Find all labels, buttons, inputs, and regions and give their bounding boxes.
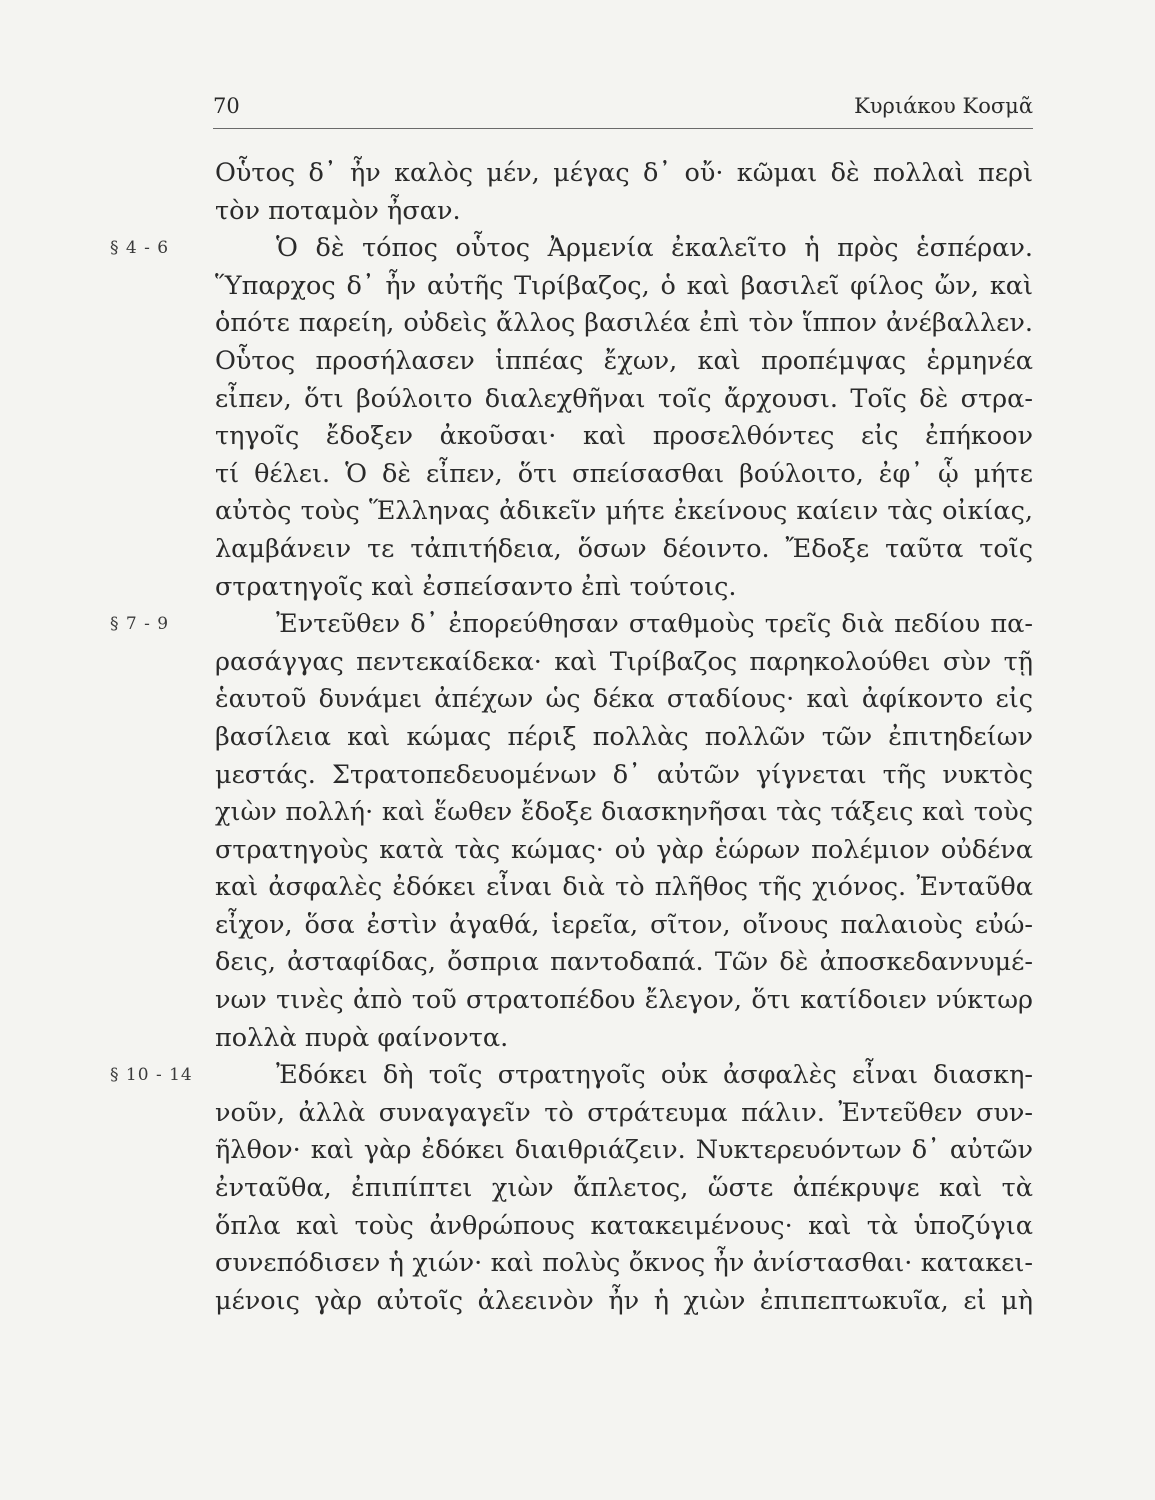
text-line: [0, 1245, 1155, 1283]
text-line: [0, 418, 1155, 456]
text-line: [0, 606, 1155, 644]
line-text: λαμβάνειν τε τἀπιτήδεια, ὅσων δέοιντο. Ἔδοξε ταῦτα τοῖς: [215, 533, 1033, 564]
text-line: [0, 1132, 1155, 1170]
line-text: ὅπλα καὶ τοὺς ἀνθρώπους κατακειμένους· καὶ τὰ ὑποζύγια: [215, 1210, 1033, 1241]
line-text: εἶπεν, ὅτι βούλοιτο διαλεχθῆναι τοῖς ἄρχουσι. Τοῖς δὲ στρα-: [215, 383, 1033, 414]
line-text: Ἐδόκει δὴ τοῖς στρατηγοῖς οὐκ ἀσφαλὲς εἶναι διασκη-: [276, 1060, 1033, 1091]
line-text: ὁπότε παρείη, οὐδεὶς ἄλλος βασιλέα ἐπὶ τὸν ἵππον ἀνέβαλλεν.: [215, 308, 1033, 339]
line-text: ρασάγγας πεντεκαίδεκα· καὶ Τιρίβαζος παρηκολούθει σὺν τῇ: [215, 646, 1033, 677]
section-reference: § 10 - 14: [110, 1065, 193, 1086]
text-line: [0, 832, 1155, 870]
line-text: συνεπόδισεν ἡ χιών· καὶ πολὺς ὄκνος ἦν ἀνίστασθαι· κατακει-: [215, 1248, 1033, 1279]
line-text: πολλὰ πυρὰ φαίνοντα.: [215, 1022, 509, 1053]
text-line: [0, 493, 1155, 531]
text-line: [0, 1057, 1155, 1095]
text-line: [0, 456, 1155, 494]
line-text: Ὕπαρχος δ᾽ ἦν αὐτῆς Τιρίβαζος, ὁ καὶ βασιλεῖ φίλος ὤν, καὶ: [215, 270, 1033, 301]
line-text: νοῦν, ἀλλὰ συναγαγεῖν τὸ στράτευμα πάλιν. Ἐντεῦθεν συν-: [215, 1097, 1033, 1128]
text-line: [0, 644, 1155, 682]
page-header: [213, 88, 1033, 129]
text-line: [0, 305, 1155, 343]
line-text: μένοις γὰρ αὐτοῖς ἀλεεινὸν ἦν ἡ χιὼν ἐπιπεπτωκυῖα, εἰ μὴ: [215, 1285, 1033, 1316]
text-line: [0, 869, 1155, 907]
text-line: [0, 719, 1155, 757]
text-line: [0, 681, 1155, 719]
text-line: [0, 757, 1155, 795]
line-text: μεστάς. Στρατοπεδευομένων δ᾽ αὐτῶν γίγνεται τῆς νυκτὸς: [215, 759, 1033, 790]
text-line: [0, 1208, 1155, 1246]
text-line: [0, 230, 1155, 268]
page-number: 70: [213, 94, 240, 118]
text-line: [0, 569, 1155, 607]
line-text: αὐτὸς τοὺς Ἕλληνας ἀδικεῖν μήτε ἐκείνους καίειν τὰς οἰκίας,: [215, 496, 1033, 527]
line-text: τηγοῖς ἔδοξεν ἀκοῦσαι· καὶ προσελθόντες εἰς ἐπήκοον: [215, 421, 1033, 452]
line-text: νων τινὲς ἀπὸ τοῦ στρατοπέδου ἔλεγον, ὅτι κατίδοιεν νύκτωρ: [215, 985, 1033, 1016]
text-line: [0, 1170, 1155, 1208]
text-line: [0, 1283, 1155, 1321]
text-line: [0, 155, 1155, 193]
running-head: Κυριάκου Κοσμᾶ: [854, 94, 1033, 118]
section-reference: § 7 - 9: [110, 614, 170, 635]
text-line: [0, 982, 1155, 1020]
line-text: Οὗτος προσήλασεν ἱππέας ἔχων, καὶ προπέμψας ἑρμηνέα: [215, 345, 1033, 376]
line-text: χιὼν πολλή· καὶ ἕωθεν ἔδοξε διασκηνῆσαι τὰς τάξεις καὶ τοὺς: [215, 797, 1033, 828]
text-line: [0, 268, 1155, 306]
line-text: Ὁ δὲ τόπος οὗτος Ἀρμενία ἐκαλεῖτο ἡ πρὸς ἑσπέραν.: [276, 233, 1033, 264]
line-text: Οὗτος δ᾽ ἦν καλὸς μέν, μέγας δ᾽ οὔ· κῶμαι δὲ πολλαὶ περὶ: [215, 158, 1033, 188]
line-text: τὸν ποταμὸν ἦσαν.: [215, 195, 461, 226]
line-text: ἑαυτοῦ δυνάμει ἀπέχων ὡς δέκα σταδίους· καὶ ἀφίκοντο εἰς: [215, 684, 1033, 715]
text-line: [0, 1095, 1155, 1133]
line-text: καὶ ἀσφαλὲς ἐδόκει εἶναι διὰ τὸ πλῆθος τῆς χιόνος. Ἐνταῦθα: [215, 872, 1033, 903]
line-text: δεις, ἀσταφίδας, ὄσπρια παντοδαπά. Τῶν δὲ ἀποσκεδαννυμέ-: [215, 947, 1033, 978]
text-line: [0, 381, 1155, 419]
line-text: εἶχον, ὅσα ἐστὶν ἀγαθά, ἱερεῖα, σῖτον, οἴνους παλαιοὺς εὐώ-: [215, 909, 1033, 940]
line-text: ῆλθον· καὶ γὰρ ἐδόκει διαιθριάζειν. Νυκτερευόντων δ᾽ αὐτῶν: [215, 1135, 1033, 1166]
text-line: [0, 794, 1155, 832]
text-line: [0, 193, 1155, 231]
text-line: [0, 944, 1155, 982]
text-line: [0, 907, 1155, 945]
line-text: Ἐντεῦθεν δ᾽ ἐπορεύθησαν σταθμοὺς τρεῖς διὰ πεδίου πα-: [276, 609, 1033, 640]
line-text: βασίλεια καὶ κώμας πέριξ πολλὰς πολλῶν τῶν ἐπιτηδείων: [215, 721, 1033, 752]
line-text: τί θέλει. Ὁ δὲ εἶπεν, ὅτι σπείσασθαι βούλοιτο, ἐφ᾽ ᾧ μήτε: [215, 458, 1033, 489]
body-text: [0, 155, 1155, 1320]
text-line: [0, 343, 1155, 381]
line-text: ἐνταῦθα, ἐπιπίπτει χιὼν ἄπλετος, ὥστε ἀπέκρυψε καὶ τὰ: [215, 1173, 1033, 1204]
text-line: [0, 531, 1155, 569]
text-line: [0, 1020, 1155, 1058]
section-reference: § 4 - 6: [110, 238, 170, 259]
line-text: στρατηγοῖς καὶ ἐσπείσαντο ἐπὶ τούτοις.: [215, 571, 737, 602]
line-text: στρατηγοὺς κατὰ τὰς κώμας· οὐ γὰρ ἑώρων πολέμιον οὐδένα: [215, 834, 1033, 865]
